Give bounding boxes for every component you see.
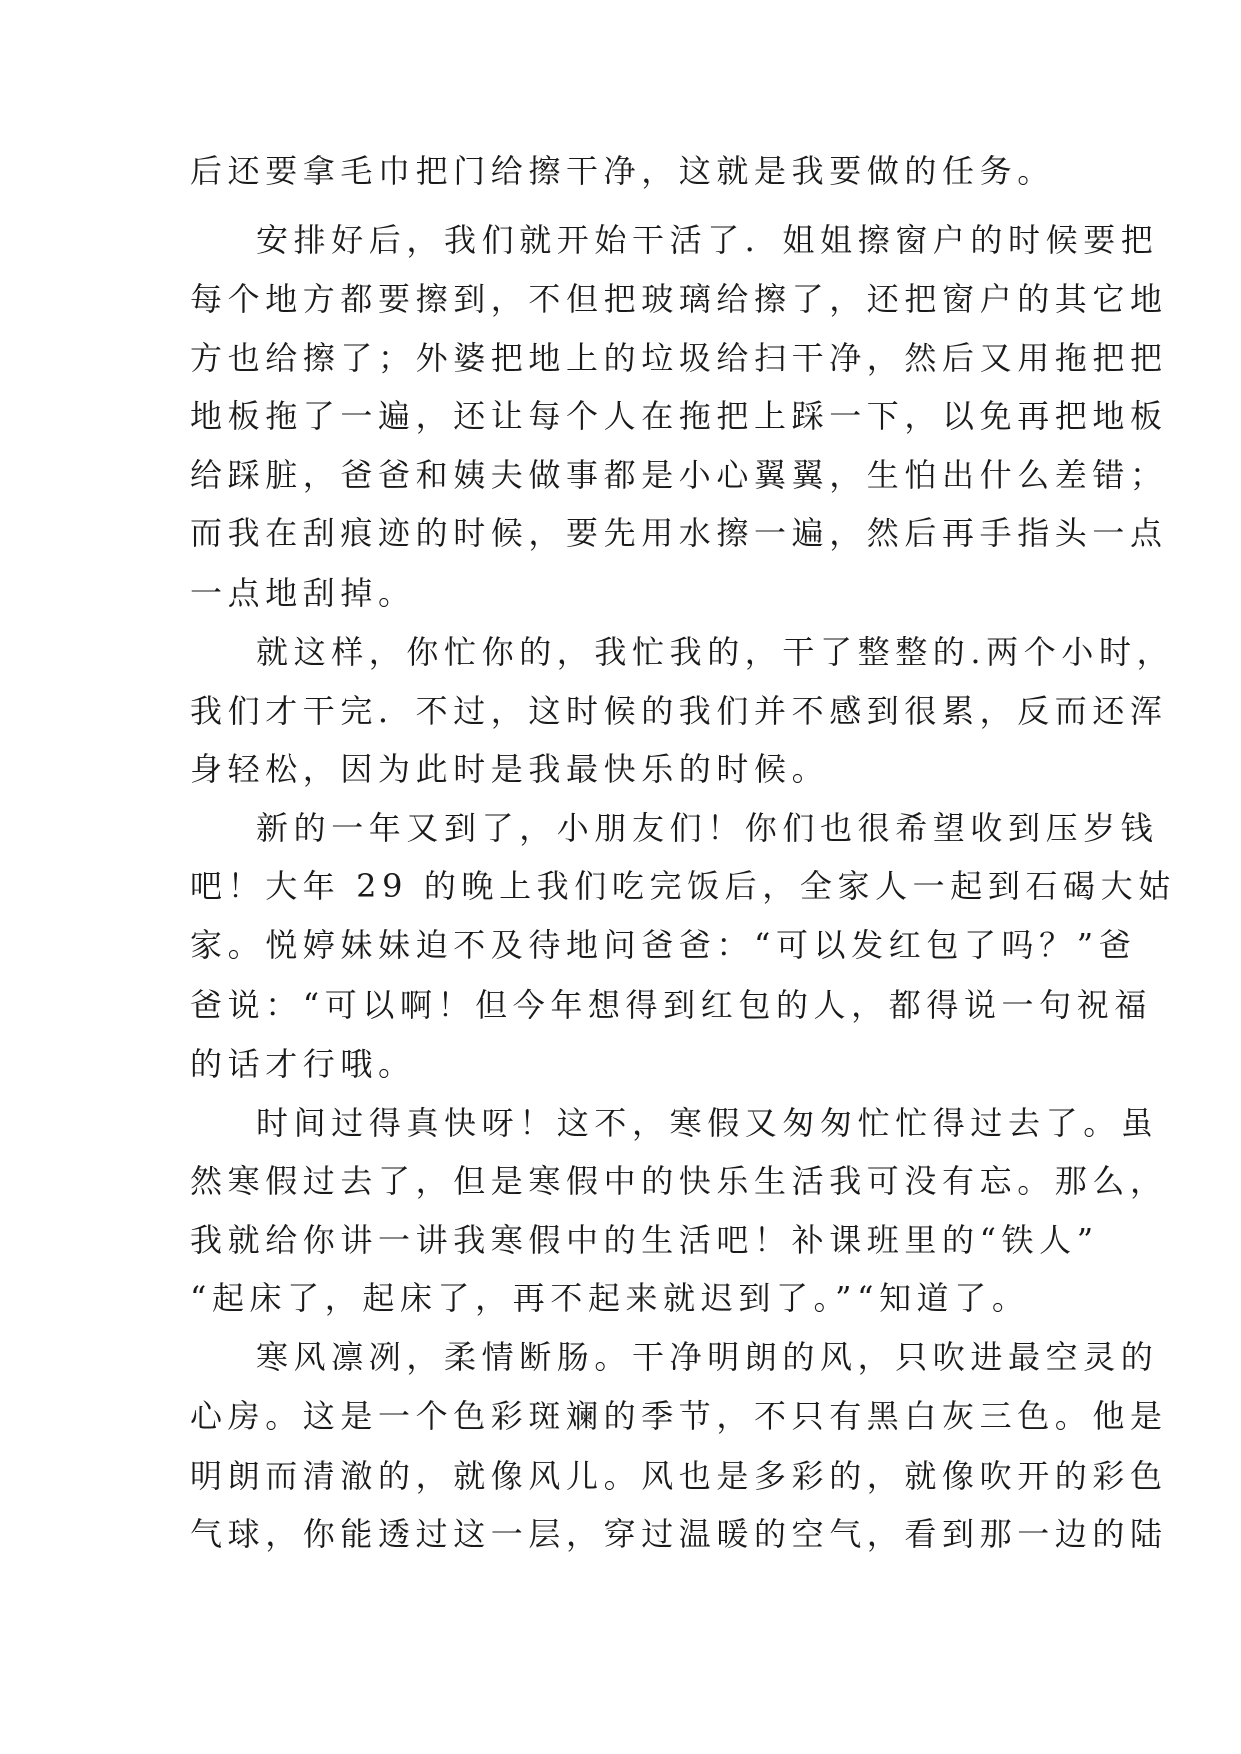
text-line: 然寒假过去了，但是寒假中的快乐生活我可没有忘。那么，: [190, 1162, 1168, 1200]
text-line: 后还要拿毛巾把门给擦干净，这就是我要做的任务。: [190, 152, 1055, 190]
paragraph-first-line: 安排好后，我们就开始干活了．姐姐擦窗户的时候要把: [256, 221, 1159, 259]
text-line: 身轻松，因为此时是我最快乐的时候。: [190, 750, 830, 788]
text-line: 我就给你讲一讲我寒假中的生活吧！补课班里的“铁人”: [190, 1221, 1099, 1259]
text-line: 气球，你能透过这一层，穿过温暖的空气，看到那一边的陆: [190, 1515, 1168, 1553]
text-line: 方也给擦了；外婆把地上的垃圾给扫干净，然后又用拖把把: [190, 339, 1168, 377]
text-line: 而我在刮痕迹的时候，要先用水擦一遍，然后再手指头一点: [190, 514, 1168, 552]
text-line: 心房。这是一个色彩斑斓的季节，不只有黑白灰三色。他是: [190, 1397, 1168, 1435]
paragraph-first-line: 时间过得真快呀！这不，寒假又匆匆忙忙得过去了。虽: [256, 1104, 1159, 1142]
paragraph-first-line: 寒风凛冽，柔情断肠。干净明朗的风，只吹进最空灵的: [256, 1338, 1159, 1376]
text-line: 给踩脏，爸爸和姨夫做事都是小心翼翼，生怕出什么差错；: [190, 456, 1168, 494]
text-line: 家。悦婷妹妹迫不及待地问爸爸：“可以发红包了吗？”爸: [190, 926, 1137, 964]
text-line: 吧！大年 29 的晚上我们吃完饭后，全家人一起到石碣大姑: [190, 867, 1176, 905]
text-line: 我们才干完．不过，这时候的我们并不感到很累，反而还浑: [190, 692, 1168, 730]
text-line: 的话才行哦。: [190, 1045, 416, 1083]
text-line: 一点地刮掉。: [190, 574, 416, 612]
text-line: 地板拖了一遍，还让每个人在拖把上踩一下，以免再把地板: [190, 397, 1168, 435]
paragraph-first-line: 新的一年又到了，小朋友们！你们也很希望收到压岁钱: [256, 809, 1159, 847]
text-line: 爸说：“可以啊！但今年想得到红包的人，都得说一句祝福: [190, 986, 1152, 1024]
text-line: 每个地方都要擦到，不但把玻璃给擦了，还把窗户的其它地: [190, 280, 1168, 318]
text-line: “起床了，起床了，再不起来就迟到了。”“知道了。: [190, 1279, 1030, 1317]
paragraph-first-line: 就这样，你忙你的，我忙我的，干了整整的.两个小时，: [256, 633, 1175, 671]
text-line: 明朗而清澈的，就像风儿。风也是多彩的，就像吹开的彩色: [190, 1457, 1168, 1495]
